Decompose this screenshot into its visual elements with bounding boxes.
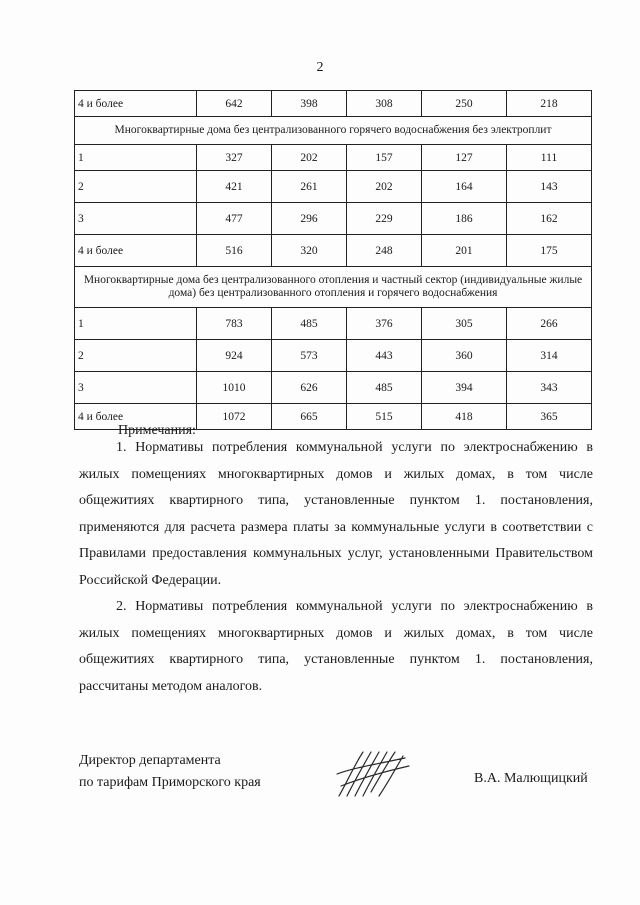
value-cell: 157	[347, 145, 422, 171]
value-cell: 485	[347, 372, 422, 404]
value-cell: 515	[347, 404, 422, 430]
value-cell: 924	[197, 340, 272, 372]
value-cell: 343	[507, 372, 592, 404]
value-cell: 218	[507, 91, 592, 117]
section-header-row	[75, 267, 592, 308]
table-row	[75, 235, 592, 267]
notes-title: Примечания:	[118, 423, 196, 438]
note-text: 2. Нормативы потребления коммунальной услуги по электроснабжению в жилых помещениях многоквартирных домов и жилых домах, в том числе общежитиях квартирного типа, установленные пунктом 1. постановления, рассчитаны методом аналогов.	[79, 599, 593, 694]
value-cell: 162	[507, 203, 592, 235]
value-cell: 229	[347, 203, 422, 235]
handwritten-signature	[333, 746, 413, 800]
section-title: Многоквартирные дома без централизованного горячего водоснабжения без электроплит	[75, 117, 592, 145]
value-cell: 443	[347, 340, 422, 372]
value-cell: 175	[507, 235, 592, 267]
rooms-cell: 1	[75, 308, 197, 340]
table-row	[75, 91, 592, 117]
position-line: по тарифам Приморского края	[79, 775, 261, 790]
table-row	[75, 203, 592, 235]
position-line: Директор департамента	[79, 753, 221, 768]
value-cell: 127	[422, 145, 507, 171]
table-row	[75, 340, 592, 372]
value-cell: 111	[507, 145, 592, 171]
value-cell: 201	[422, 235, 507, 267]
section-header-row	[75, 117, 592, 145]
table-row	[75, 372, 592, 404]
value-cell: 143	[507, 171, 592, 203]
value-cell: 365	[507, 404, 592, 430]
norms-table	[74, 90, 592, 430]
value-cell: 360	[422, 340, 507, 372]
value-cell: 186	[422, 203, 507, 235]
section-title: Многоквартирные дома без централизованного отопления и частный сектор (индивидуальные жилые дома) без централизованного отопления и горячего водоснабжения	[75, 267, 592, 308]
value-cell: 296	[272, 203, 347, 235]
value-cell: 308	[347, 91, 422, 117]
value-cell: 477	[197, 203, 272, 235]
value-cell: 327	[197, 145, 272, 171]
value-cell: 1072	[197, 404, 272, 430]
rooms-cell: 4 и более	[75, 91, 197, 117]
value-cell: 261	[272, 171, 347, 203]
value-cell: 783	[197, 308, 272, 340]
value-cell: 376	[347, 308, 422, 340]
table-row	[75, 171, 592, 203]
value-cell: 248	[347, 235, 422, 267]
value-cell: 1010	[197, 372, 272, 404]
note-1	[79, 435, 593, 594]
rooms-cell: 1	[75, 145, 197, 171]
value-cell: 164	[422, 171, 507, 203]
value-cell: 320	[272, 235, 347, 267]
value-cell: 418	[422, 404, 507, 430]
rooms-cell: 2	[75, 171, 197, 203]
value-cell: 202	[272, 145, 347, 171]
value-cell: 642	[197, 91, 272, 117]
value-cell: 202	[347, 171, 422, 203]
value-cell: 516	[197, 235, 272, 267]
rooms-cell: 2	[75, 340, 197, 372]
rooms-cell: 3	[75, 203, 197, 235]
value-cell: 394	[422, 372, 507, 404]
table-row	[75, 145, 592, 171]
value-cell: 250	[422, 91, 507, 117]
value-cell: 266	[507, 308, 592, 340]
page-number: 2	[316, 60, 324, 75]
note-2	[79, 594, 593, 700]
rooms-cell: 4 и более	[75, 235, 197, 267]
rooms-cell: 3	[75, 372, 197, 404]
value-cell: 421	[197, 171, 272, 203]
value-cell: 573	[272, 340, 347, 372]
table-row	[75, 308, 592, 340]
signatory-name: В.А. Малющицкий	[474, 771, 588, 786]
note-text: 1. Нормативы потребления коммунальной услуги по электроснабжению в жилых помещениях многоквартирных домов и жилых домах, в том числе общежитиях квартирного типа, установленные пунктом 1. постановления, применяются для расчета размера платы за коммунальные услуги в соответствии с Правилами предоставления коммунальных услуг, установленными Правительством Российской Федерации.	[79, 440, 593, 588]
value-cell: 485	[272, 308, 347, 340]
value-cell: 398	[272, 91, 347, 117]
value-cell: 665	[272, 404, 347, 430]
value-cell: 626	[272, 372, 347, 404]
rooms-cell: 4 и более	[75, 404, 197, 430]
signatory-position	[79, 750, 261, 794]
value-cell: 305	[422, 308, 507, 340]
value-cell: 314	[507, 340, 592, 372]
